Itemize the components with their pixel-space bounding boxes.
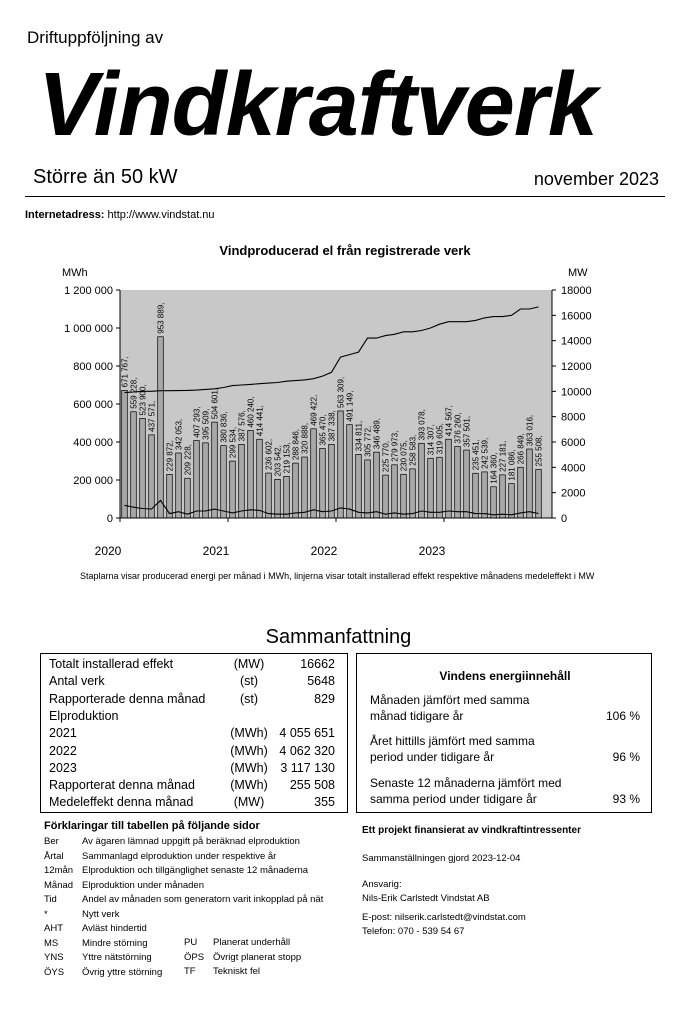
bar — [518, 467, 524, 518]
bar — [356, 454, 362, 518]
y-tick-label-right: 16000 — [561, 310, 592, 323]
y-tick-label-left: 1 000 000 — [64, 323, 113, 335]
y-tick-label-right: 2000 — [561, 487, 586, 500]
explanation-abbr: Tid — [44, 894, 57, 906]
energy-line1: Senaste 12 månaderna jämfört med — [370, 776, 562, 790]
bar-label: 279 973, — [390, 430, 400, 462]
explanation-text: Andel av månaden som generatorn varit inkopplad på nät — [82, 894, 324, 906]
code-text: Övrig yttre störning — [82, 966, 163, 978]
header-small-title: Driftuppföljning av — [27, 28, 164, 47]
bar — [176, 453, 182, 518]
production-chart — [40, 238, 650, 563]
summary-row — [49, 657, 335, 674]
bar — [284, 476, 290, 518]
bar — [401, 474, 407, 518]
bar — [446, 439, 452, 518]
bar-label: 365 470, — [318, 414, 328, 446]
summary-label: Totalt installerad effekt — [49, 657, 174, 671]
y-tick-label-left: 1 200 000 — [64, 285, 113, 297]
explanation-text: Nytt verk — [82, 909, 120, 920]
y-tick-label-left: 0 — [106, 513, 113, 525]
energy-line2: månad tidigare år — [370, 709, 464, 723]
bar — [347, 425, 353, 518]
summary-title: Sammanfattning — [265, 626, 412, 648]
y-tick-label-right: 18000 — [561, 285, 592, 297]
bar-label: 504 601, — [210, 387, 220, 420]
bar-label: 407 293, — [192, 406, 202, 438]
summary-value: 5648 — [307, 674, 335, 689]
y-tick-label-right: 8000 — [561, 411, 586, 424]
wind-energy-box — [356, 653, 652, 813]
bar-label: 235 451, — [471, 439, 481, 471]
bar-label: 209 228, — [183, 444, 193, 476]
bar — [212, 422, 218, 518]
bar-label: 319 605, — [435, 423, 445, 455]
x-tick-label: 2022 — [310, 544, 338, 558]
contact-email[interactable]: E-post: nilserik.carlstedt@vindstat.com — [362, 912, 526, 923]
energy-line2: samma period under tidigare år — [370, 792, 537, 806]
bar-label: 305 772, — [363, 425, 373, 457]
y-tick-label-right: 4000 — [561, 462, 586, 475]
y-tick-label-right: 10000 — [561, 386, 592, 399]
bar-label: 334 811, — [354, 420, 364, 452]
y-tick-label-right: 12000 — [561, 361, 592, 373]
energy-percent: 93 % — [612, 792, 640, 806]
summary-row — [49, 709, 335, 726]
bar-label: 491 149, — [345, 390, 355, 422]
summary-label: Rapporterade denna månad — [49, 691, 206, 706]
page-title: Vindkraftverk — [38, 55, 597, 155]
summary-label: Antal verk — [49, 674, 105, 689]
bar — [473, 473, 479, 518]
bar — [194, 441, 200, 518]
code-abbr: PU — [184, 937, 198, 948]
explanation-abbr: * — [44, 909, 48, 920]
bar-label: 346 489, — [372, 418, 382, 450]
bar-label: 376 260, — [453, 412, 463, 444]
energy-percent: 96 % — [612, 750, 640, 764]
bar — [131, 412, 137, 518]
bar — [329, 444, 335, 518]
summary-unit: (st) — [239, 674, 259, 689]
wind-energy-title: Vindens energiinnehåll — [439, 669, 571, 683]
summary-row — [49, 674, 335, 691]
summary-value: 255 508 — [289, 778, 335, 793]
summary-unit: (MW) — [233, 657, 265, 671]
bar — [437, 457, 443, 518]
summary-unit: (MWh) — [230, 726, 268, 741]
internet-url[interactable]: http://www.vindstat.nu — [107, 209, 215, 221]
y-tick-label-right: 6000 — [561, 437, 586, 449]
bar — [122, 390, 128, 518]
summary-value: 16662 — [300, 657, 335, 671]
summary-row — [49, 726, 335, 743]
code-abbr: ÖPS — [184, 951, 205, 963]
bar-label: 363 016, — [525, 414, 535, 447]
y-tick-label-right: 0 — [561, 513, 568, 525]
bar-label: 219 153, — [282, 442, 292, 474]
explanation-abbr: Årtal — [44, 850, 64, 862]
bar-label: 414 567, — [444, 405, 454, 437]
compiled-date: Sammanställningen gjord 2023-12-04 — [362, 853, 521, 864]
energy-percent: 106 % — [605, 709, 640, 723]
y-tick-label-right: 14000 — [561, 335, 592, 348]
y-tick-label-left: 200 000 — [73, 475, 113, 487]
bar — [158, 337, 164, 518]
bar-label: 320 888, — [300, 422, 310, 455]
x-tick-label: 2021 — [202, 544, 230, 558]
explanation-text: Elproduktion och tillgänglighet senaste 12 månaderna — [82, 865, 309, 877]
subtitle: Större än 50 kW — [33, 166, 178, 188]
bar-label: 342 053, — [174, 418, 184, 451]
bar — [482, 472, 488, 518]
bar-label: 314 307, — [426, 424, 436, 456]
bar — [248, 431, 254, 518]
summary-row — [49, 761, 335, 778]
energy-row — [370, 692, 640, 724]
y-tick-label-left: 800 000 — [73, 361, 113, 373]
bar — [203, 443, 209, 518]
contact-phone: Telefon: 070 - 539 54 67 — [362, 926, 465, 937]
explanations-title: Förklaringar till tabellen på följande sidor — [44, 820, 260, 832]
bar-label: 242 539, — [480, 437, 490, 469]
bar — [383, 475, 389, 518]
explanation-abbr: Ber — [44, 836, 59, 847]
responsible-name: Nils-Erik Carlstedt Vindstat AB — [362, 893, 490, 904]
energy-row — [370, 733, 640, 765]
code-text: Avläst hindertid — [82, 923, 147, 934]
energy-line1: Året hittills jämfört med samma — [370, 734, 535, 748]
bar-label: 395 509, — [201, 408, 211, 440]
summary-label: 2022 — [49, 743, 77, 758]
code-text: Mindre störning — [82, 937, 148, 949]
code-abbr: TF — [184, 966, 196, 978]
summary-unit: (MW) — [233, 795, 265, 810]
code-text: Tekniskt fel — [213, 966, 260, 978]
bar-label: 266 849, — [516, 433, 526, 465]
bar-label: 387 338, — [327, 410, 337, 442]
bar-label: 671 767, — [120, 356, 130, 388]
bar — [311, 429, 317, 518]
bar — [392, 465, 398, 518]
bar-label: 563 309, — [336, 376, 346, 408]
chart-caption: Staplarna visar producerad energi per månad i MWh, linjerna visar totalt installerad effekt respektive månadens medeleffekt i MW — [80, 571, 595, 581]
summary-unit: (st) — [239, 691, 259, 706]
bar-label: 387 576, — [237, 410, 247, 442]
summary-row — [49, 778, 335, 795]
report-period: november 2023 — [533, 169, 659, 189]
code-abbr: YNS — [44, 952, 64, 964]
energy-row — [370, 775, 640, 807]
bar — [266, 473, 272, 518]
bar — [491, 487, 497, 518]
bar — [230, 461, 236, 518]
summary-value: 829 — [314, 691, 335, 706]
summary-unit: (MWh) — [230, 778, 268, 793]
bar — [338, 411, 344, 518]
bar — [221, 446, 227, 518]
bar-label: 181 086, — [507, 449, 517, 481]
x-tick-label: 2023 — [418, 544, 446, 558]
bar — [536, 469, 542, 518]
bar-label: 469 422, — [309, 394, 319, 426]
bar — [374, 452, 380, 518]
responsible-label: Ansvarig: — [362, 879, 402, 890]
bar-label: 523 900, — [138, 384, 148, 416]
bar-label: 255 508, — [534, 435, 544, 467]
explanation-text: Sammanlagd elproduktion under respektive år — [82, 850, 277, 862]
y-axis-unit-left: MWh — [62, 267, 88, 279]
bar-label: 225 770, — [381, 440, 391, 473]
bar — [455, 447, 461, 518]
summary-label: Medeleffekt denna månad — [49, 795, 194, 810]
bar-label: 414 441, — [255, 405, 265, 437]
summary-row — [49, 692, 335, 709]
bar — [527, 449, 533, 518]
y-axis-unit-right: MW — [568, 267, 588, 279]
bar-label: 164 360, — [489, 452, 499, 484]
code-abbr: MS — [44, 937, 59, 949]
bar-label: 229 872, — [165, 440, 175, 472]
bar — [239, 444, 245, 518]
bar-label: 236 602, — [264, 438, 274, 471]
bar-label: 460 240, — [246, 396, 256, 428]
x-tick-label: 2020 — [94, 544, 122, 558]
internet-address — [25, 209, 215, 221]
summary-row — [49, 795, 335, 812]
bar-label: 288 846, — [291, 428, 301, 461]
bar — [320, 449, 326, 518]
code-text: Planerat underhåll — [213, 937, 291, 948]
bar-label: 299 534, — [228, 426, 238, 459]
bar — [419, 443, 425, 518]
project-title: Ett projekt finansierat av vindkraftintressenter — [362, 825, 581, 836]
summary-row — [49, 744, 335, 761]
bar — [149, 435, 155, 518]
code-text: Yttre nätstörning — [82, 952, 152, 964]
bar-label: 437 571, — [147, 400, 157, 432]
summary-value: 355 — [314, 795, 335, 810]
code-abbr: ÖYS — [44, 966, 65, 978]
bar — [275, 479, 281, 518]
summary-unit: (MWh) — [230, 743, 268, 758]
bar — [293, 463, 299, 518]
chart-title: Vindproducerad el från registrerade verk — [219, 243, 471, 258]
energy-line2: period under tidigare år — [370, 750, 495, 764]
bar-label: 953 889, — [156, 302, 166, 334]
bar-label: 230 075, — [399, 440, 409, 472]
summary-table — [40, 653, 348, 813]
bar — [464, 450, 470, 518]
summary-label: 2021 — [49, 726, 77, 741]
energy-line1: Månaden jämfört med samma — [370, 693, 530, 707]
bar — [428, 458, 434, 518]
summary-value: 3 117 130 — [280, 760, 335, 775]
code-abbr: AHT — [44, 923, 63, 934]
bar — [509, 484, 515, 518]
summary-label: 2023 — [49, 760, 77, 775]
summary-unit: (MWh) — [230, 760, 268, 775]
bar-label: 203 542, — [273, 445, 283, 477]
bar-label: 380 836, — [219, 411, 229, 443]
y-tick-label-left: 600 000 — [73, 399, 113, 411]
bar-label: 258 583, — [408, 434, 418, 466]
bar — [365, 460, 371, 518]
bar — [140, 418, 146, 518]
summary-label: Elproduktion — [49, 708, 119, 723]
summary-label: Rapporterat denna månad — [49, 778, 195, 793]
explanation-text: Elproduktion under månaden — [82, 879, 205, 891]
internet-label: Internetadress: — [25, 209, 105, 221]
bar — [302, 457, 308, 518]
bar — [500, 475, 506, 518]
summary-value: 4 055 651 — [279, 726, 335, 741]
code-text: Övrigt planerat stopp — [213, 951, 302, 963]
bar-label: 357 501, — [462, 415, 472, 448]
bar — [410, 469, 416, 518]
bar-label: 227 181, — [498, 440, 508, 472]
explanation-abbr: 12mån — [44, 865, 74, 877]
summary-value: 4 062 320 — [279, 743, 335, 758]
y-tick-label-left: 400 000 — [73, 437, 113, 449]
bar — [185, 478, 191, 518]
bar-label: 559 228, — [129, 377, 139, 409]
bar — [257, 439, 263, 518]
explanation-abbr: Månad — [44, 879, 74, 891]
header-divider — [25, 196, 665, 197]
explanation-text: Av ägaren lämnad uppgift på beräknad elproduktion — [82, 836, 300, 847]
bar-label: 393 078, — [417, 409, 427, 441]
